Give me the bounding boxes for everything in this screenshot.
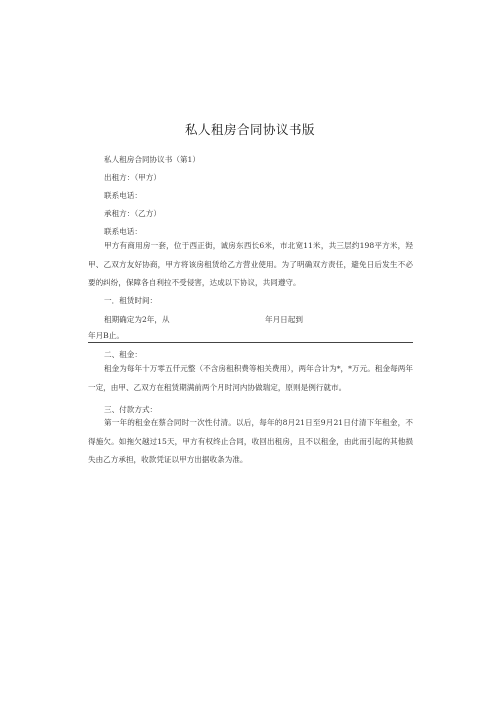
section1-title: 一．租赁时间： bbox=[104, 296, 158, 305]
section-divider bbox=[88, 342, 413, 343]
section2-title: 二、租金： bbox=[104, 350, 142, 359]
section1-date: 年月日起到 bbox=[265, 315, 303, 324]
lessor-phone-line: 联系电话： bbox=[104, 191, 142, 200]
lessor-line: 出租方：（甲方） bbox=[104, 173, 161, 182]
intro-paragraph: 甲方有商用房一套，位于西正街，诚房东西长6米，市北宽11米，共三层约198平方米，羟甲、乙双方友好协商，甲方将该房租赁给乙方营业使用。为了明确双方责任，避免日后发生不必要的纠纷，保障各自利拉不受侵害，达成以下协议，共同遵守。 bbox=[88, 241, 413, 288]
lessee-line: 承租方：（乙方） bbox=[104, 209, 161, 218]
section3-title: 三、付款方式： bbox=[104, 405, 158, 414]
document-title: 私人租房合同协议书版 bbox=[184, 122, 315, 137]
section1-line2: 年月B止。 bbox=[88, 331, 124, 340]
section3-paragraph: 第一年的租金在蔡合同时一次性付清。以后，每年的8月21日至9月21日付清下年租金，不得施欠。如拖欠越过15天，甲方有权终止合同，收回出租房，且不以租金，由此而引起的其他损失由乙方承担，收款凭证以甲方出据收条为准。 bbox=[88, 418, 413, 465]
lessee-phone-line: 联系电话： bbox=[104, 227, 142, 236]
document-subtitle: 私人租房合同协议书（第1） bbox=[104, 155, 200, 164]
section2-paragraph: 租金为每年十万零五仟元整（不含房租积费等相关费用），两年合计为*，*万元。租金每两年一定，由甲、乙双方在租赁期满前两个月时河内协做瑞定，原则是例行就市。 bbox=[88, 364, 413, 392]
section1-line1: 租期确定为2年，从 bbox=[104, 315, 170, 324]
